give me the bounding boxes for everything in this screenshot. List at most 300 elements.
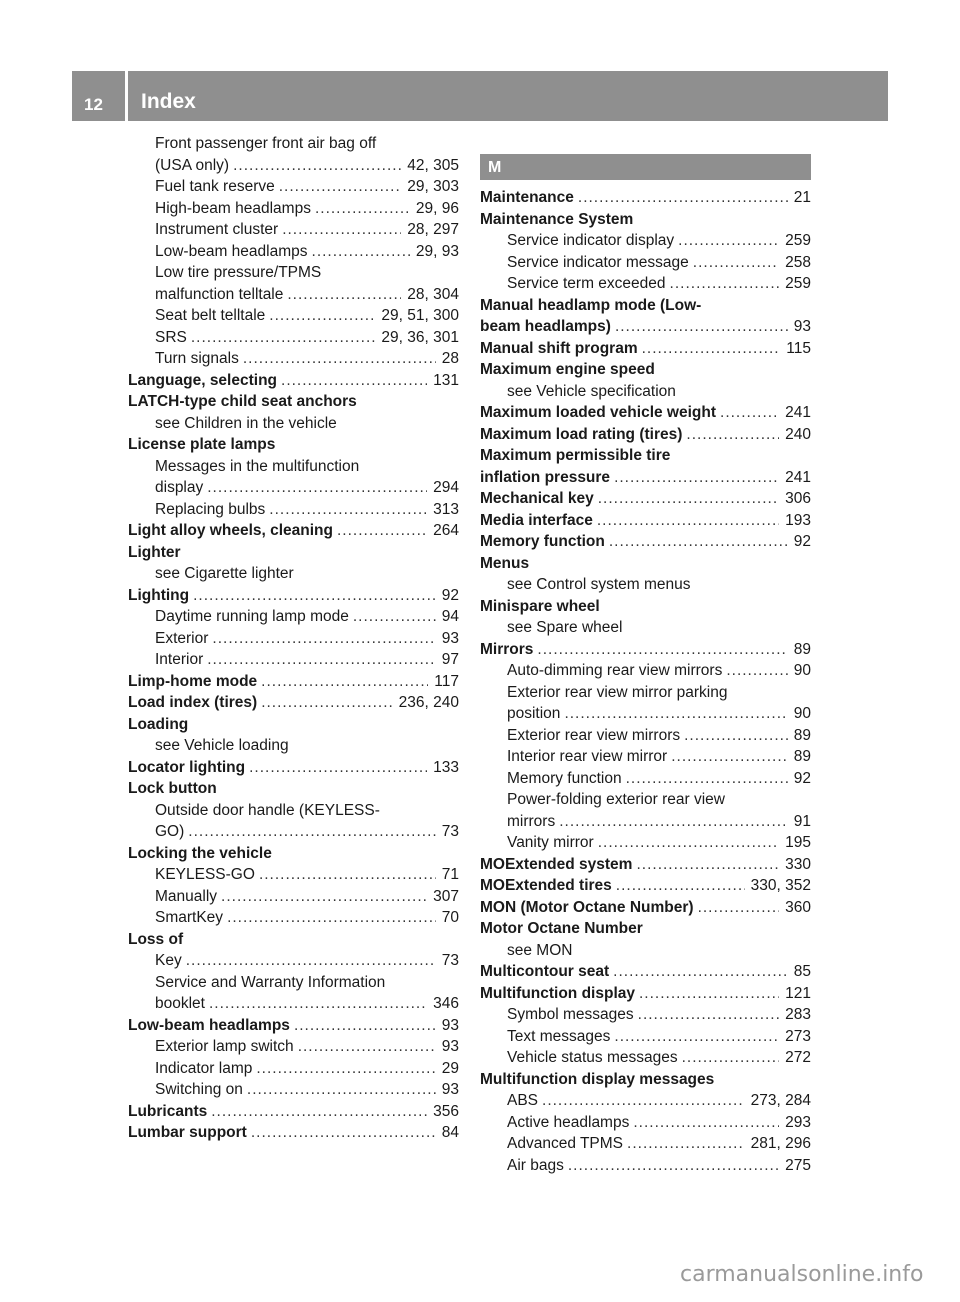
index-subentry [128,950,459,972]
entry-text: (USA only) [155,156,230,174]
entry-text: Lighter [128,543,181,561]
dot-leader [693,252,779,274]
entry-text: Replacing bulbs [155,500,266,518]
index-subentry [128,499,459,521]
entry-text: Service term exceeded [507,275,666,292]
page-reference: 294 [433,479,459,496]
entry-text: Fuel tank reserve [155,178,275,195]
entry-text: Power-folding exterior rear view [507,791,725,808]
entry-text: Vanity mirror [507,834,594,851]
page-reference: 240 [785,425,811,443]
dot-leader [684,725,788,747]
entry-text: Maintenance System [480,210,634,228]
index-entry [128,434,459,456]
page-reference: 28 [441,350,459,367]
index-subentry [128,176,459,198]
dot-leader [269,499,427,521]
page-reference: 307 [433,887,459,905]
index-subentry [480,574,811,596]
index-entry [480,854,811,876]
page-reference: 117 [434,672,459,690]
index-subentry [128,864,459,886]
page-reference: 306 [785,490,811,507]
index-entry [128,520,459,542]
index-subentry [128,886,459,908]
index-entry [480,531,811,553]
dot-leader [678,230,779,252]
entry-text: Symbol messages [507,1006,634,1023]
index-subentry [128,1058,459,1080]
index-subentry [480,1133,811,1155]
dot-leader [287,284,401,306]
entry-text: SmartKey [155,909,224,926]
page-reference: 29 [441,1059,459,1077]
entry-text: Multicontour seat [480,963,610,980]
page-reference: 73 [441,823,459,840]
page-reference: 97 [441,651,459,668]
entry-text: see MON [507,941,573,959]
dot-leader [227,907,436,929]
index-subentry [128,800,459,822]
index-entry [480,639,811,661]
entry-text: Maximum engine speed [480,361,655,378]
page-reference: 93 [793,318,811,335]
index-subentry [480,940,811,962]
index-entry [480,918,811,940]
page-title: Index [128,71,888,121]
dot-leader [282,219,401,241]
dot-leader [259,864,436,886]
index-subentry [128,1079,459,1101]
page-reference: 28, 297 [407,221,459,238]
index-entry [480,316,811,338]
dot-leader [188,821,435,843]
index-entry [128,391,459,413]
dot-leader [614,1026,779,1048]
page-reference: 273 [785,1027,811,1045]
entry-text: Maximum load rating (tires) [480,425,683,443]
page-reference: 360 [785,898,811,916]
entry-text: see Vehicle loading [155,737,289,754]
dot-leader [639,983,779,1005]
page-reference: 281, 296 [750,1135,811,1152]
entry-text: LATCH-type child seat anchors [128,393,357,410]
entry-text: Outside door handle (KEYLESS- [155,801,380,819]
page-reference: 93 [441,1081,459,1098]
dot-leader [337,520,427,542]
index-entry [480,424,811,446]
index-entry [480,1069,811,1091]
dot-leader [609,531,788,553]
entry-text: Language, selecting [128,371,278,389]
entry-text: Exterior lamp switch [155,1038,294,1055]
index-entry [128,542,459,564]
page-reference: 273, 284 [750,1092,811,1109]
page-reference: 264 [433,522,459,539]
dot-leader [209,993,427,1015]
dot-leader [537,639,787,661]
entry-text: Memory function [507,769,622,787]
page-reference: 29, 303 [407,178,459,195]
entry-text: see Spare wheel [507,619,623,636]
index-entry [480,187,811,209]
page-reference: 29, 93 [415,242,459,260]
page-reference: 241 [785,468,811,486]
dot-leader [294,1015,436,1037]
page-reference: 241 [785,404,811,421]
index-subentry [480,230,811,252]
index-entry [480,467,811,489]
entry-text: Menus [480,554,530,572]
page-reference: 92 [793,769,811,787]
page-reference: 93 [441,629,459,647]
page-reference: 115 [786,339,811,357]
index-entry [128,714,459,736]
index-subentry [128,348,459,370]
entry-text: Exterior [155,629,209,647]
index-subentry [480,273,811,295]
dot-leader [261,671,428,693]
dot-leader [614,467,779,489]
index-subentry [128,907,459,929]
entry-text: see Children in the vehicle [155,414,337,432]
index-subentry [128,219,459,241]
index-entry [128,692,459,714]
dot-leader [598,488,779,510]
index-subentry [480,1155,811,1177]
page-reference: 330, 352 [750,877,811,894]
entry-text: Manually [155,887,218,905]
index-entry [480,295,811,317]
entry-text: mirrors [507,812,556,830]
page-reference: 90 [793,662,811,679]
index-subentry [128,649,459,671]
dot-leader [249,757,427,779]
entry-text: see Cigarette lighter [155,565,294,582]
entry-text: Locking the vehicle [128,844,272,862]
entry-text: booklet [155,995,205,1012]
section-letter-header: M [480,154,811,180]
dot-leader [627,1133,745,1155]
entry-text: Interior rear view mirror [507,748,668,765]
entry-text: Instrument cluster [155,221,279,238]
dot-leader [211,1101,427,1123]
dot-leader [642,338,781,360]
index-subentry [128,993,459,1015]
entry-text: Lighting [128,586,190,604]
dot-leader [636,854,779,876]
dot-leader [233,155,401,177]
index-entry [480,875,811,897]
index-subentry [128,305,459,327]
index-subentry [480,832,811,854]
page-reference: 259 [785,232,811,249]
dot-leader [221,886,427,908]
page-reference: 283 [785,1006,811,1023]
index-subentry [480,725,811,747]
index-entry [480,488,811,510]
dot-leader [243,348,436,370]
dot-leader [613,961,788,983]
index-subentry [128,413,459,435]
page-reference: 193 [785,511,811,529]
index-subentry [128,821,459,843]
page-reference: 131 [433,371,459,389]
index-entry [128,1101,459,1123]
index-subentry [128,477,459,499]
index-entry [128,929,459,951]
entry-text: Loading [128,715,189,733]
entry-text: MOExtended tires [480,877,612,894]
index-subentry [480,789,811,811]
index-subentry [128,972,459,994]
page-reference: 28, 304 [407,285,459,303]
entry-text: GO) [155,823,185,840]
dot-leader [298,1036,436,1058]
entry-text: Loss of [128,930,184,948]
index-subentry [128,735,459,757]
entry-text: MOExtended system [480,855,633,873]
page-reference: 275 [785,1156,811,1174]
index-entry [480,983,811,1005]
page-reference: 236, 240 [398,694,459,711]
entry-text: beam headlamps) [480,318,611,335]
index-entry [128,671,459,693]
entry-text: Multifunction display [480,984,635,1002]
page-reference: 42, 305 [407,156,459,174]
entry-text: Media interface [480,511,593,529]
entry-text: Low tire pressure/TPMS [155,264,322,281]
page-reference: 89 [793,748,811,765]
index-subentry [480,1004,811,1026]
index-entry [480,553,811,575]
entry-text: Maximum permissible tire [480,447,671,464]
index-subentry [128,284,459,306]
index-subentry [480,1047,811,1069]
page-reference: 259 [785,275,811,292]
index-subentry [128,241,459,263]
dot-leader [281,370,427,392]
index-subentry [480,617,811,639]
entry-text: malfunction telltale [155,285,284,303]
dot-leader [626,768,788,790]
entry-text: Active headlamps [507,1113,630,1131]
entry-text: Manual headlamp mode (Low- [480,296,702,314]
dot-leader [598,832,779,854]
entry-text: Lubricants [128,1102,208,1120]
dot-leader [633,1112,779,1134]
index-entry [480,402,811,424]
dot-leader [670,273,780,295]
page-reference: 92 [793,533,811,550]
page-reference: 21 [793,189,811,206]
index-entry [128,585,459,607]
index-entry [480,209,811,231]
entry-text: ABS [507,1092,539,1109]
page-reference: 258 [785,253,811,271]
entry-text: Turn signals [155,350,239,367]
index-subentry [480,1090,811,1112]
dot-leader [191,327,376,349]
index-entry [128,843,459,865]
entry-text: Seat belt telltale [155,307,266,324]
page-reference: 89 [793,640,811,658]
index-subentry [480,703,811,725]
index-subentry [128,1036,459,1058]
page-reference: 90 [793,705,811,722]
entry-text: Maximum loaded vehicle weight [480,404,717,421]
index-subentry [480,660,811,682]
entry-text: Multifunction display messages [480,1070,715,1088]
dot-leader [207,477,427,499]
index-subentry [480,768,811,790]
entry-text: Locator lighting [128,758,246,776]
page-reference: 84 [441,1124,459,1141]
dot-leader [312,241,410,263]
dot-leader [279,176,402,198]
index-subentry [480,811,811,833]
index-column-right [480,130,811,1176]
page-reference: 121 [785,984,811,1002]
entry-text: Indicator lamp [155,1059,253,1077]
page-reference: 89 [793,726,811,744]
entry-text: Air bags [507,1156,564,1174]
entry-text: Text messages [507,1027,611,1045]
index-entries-m [480,187,811,1176]
index-entry [480,510,811,532]
entry-text: Maintenance [480,189,574,206]
entry-text: Service indicator display [507,232,675,249]
page-reference: 71 [441,866,459,883]
index-subentry [480,1112,811,1134]
page-reference: 70 [441,909,459,926]
entry-text: License plate lamps [128,436,276,453]
index-column-left [128,130,459,1144]
page-reference: 133 [433,758,459,776]
index-entry [128,1122,459,1144]
dot-leader [726,660,787,682]
entry-text: High-beam headlamps [155,199,311,217]
dot-leader [671,746,788,768]
entry-text: Auto-dimming rear view mirrors [507,662,723,679]
dot-leader [542,1090,745,1112]
entry-text: Low-beam headlamps [155,242,308,260]
index-subentry [128,327,459,349]
index-subentry [128,155,459,177]
entry-text: Limp-home mode [128,672,258,690]
index-entry [480,359,811,381]
dot-leader [568,1155,779,1177]
entry-text: Lock button [128,780,217,797]
dot-leader [207,649,436,671]
page-reference: 73 [441,952,459,969]
entry-text: Service indicator message [507,253,689,271]
entry-text: Mirrors [480,640,534,658]
index-entry [480,445,811,467]
page-reference: 29, 36, 301 [381,328,459,346]
page-reference: 195 [785,834,811,851]
index-subentry [480,746,811,768]
page-reference: 92 [441,586,459,604]
index-entry [128,1015,459,1037]
page-number: 12 [72,71,125,121]
page-reference: 93 [441,1016,459,1034]
index-entry [480,961,811,983]
entry-text: Key [155,952,182,969]
dot-leader [616,875,745,897]
index-entry [480,596,811,618]
index-entry [128,757,459,779]
index-subentry [128,133,459,155]
dot-leader [247,1079,436,1101]
page-reference: 85 [793,963,811,980]
entry-text: Lumbar support [128,1124,247,1141]
entry-text: inflation pressure [480,468,611,486]
entry-text: Light alloy wheels, cleaning [128,522,333,539]
index-subentry [480,252,811,274]
dot-leader [559,811,788,833]
index-subentry [480,381,811,403]
dot-leader [698,897,780,919]
entry-text: Load index (tires) [128,694,258,711]
entry-text: see Vehicle specification [507,382,676,400]
dot-leader [597,510,779,532]
dot-leader [212,628,435,650]
page-reference: 313 [433,500,459,518]
index-subentry [128,628,459,650]
entry-text: position [507,705,561,722]
page-reference: 293 [785,1113,811,1131]
page-reference: 93 [441,1038,459,1055]
dot-leader [353,606,436,628]
index-subentry [480,1026,811,1048]
entry-text: display [155,479,204,496]
page-reference: 346 [433,995,459,1012]
index-subentry [128,456,459,478]
dot-leader [193,585,436,607]
watermark: carmanualsonline.info [680,1262,924,1287]
dot-leader [251,1122,436,1144]
dot-leader [638,1004,779,1026]
entry-text: Motor Octane Number [480,920,643,937]
page-reference: 330 [785,855,811,873]
entry-text: Daytime running lamp mode [155,608,349,625]
page-reference: 91 [793,812,811,830]
page-reference: 94 [441,608,459,625]
index-entry [480,897,811,919]
index-subentry [480,682,811,704]
entry-text: Messages in the multifunction [155,457,360,475]
index-subentry [128,198,459,220]
entry-text: KEYLESS-GO [155,866,255,883]
entry-text: Advanced TPMS [507,1135,624,1152]
entry-text: SRS [155,328,187,346]
entry-text: Minispare wheel [480,597,600,615]
dot-leader [686,424,779,446]
entry-text: Low-beam headlamps [128,1016,290,1034]
index-subentry [128,563,459,585]
dot-leader [720,402,779,424]
entry-text: Mechanical key [480,490,594,507]
index-entry [128,370,459,392]
dot-leader [269,305,375,327]
entry-text: Interior [155,651,204,668]
entry-text: Memory function [480,533,605,550]
dot-leader [261,692,392,714]
entry-text: see Control system menus [507,576,691,593]
entry-text: Switching on [155,1081,243,1098]
index-subentry [128,606,459,628]
